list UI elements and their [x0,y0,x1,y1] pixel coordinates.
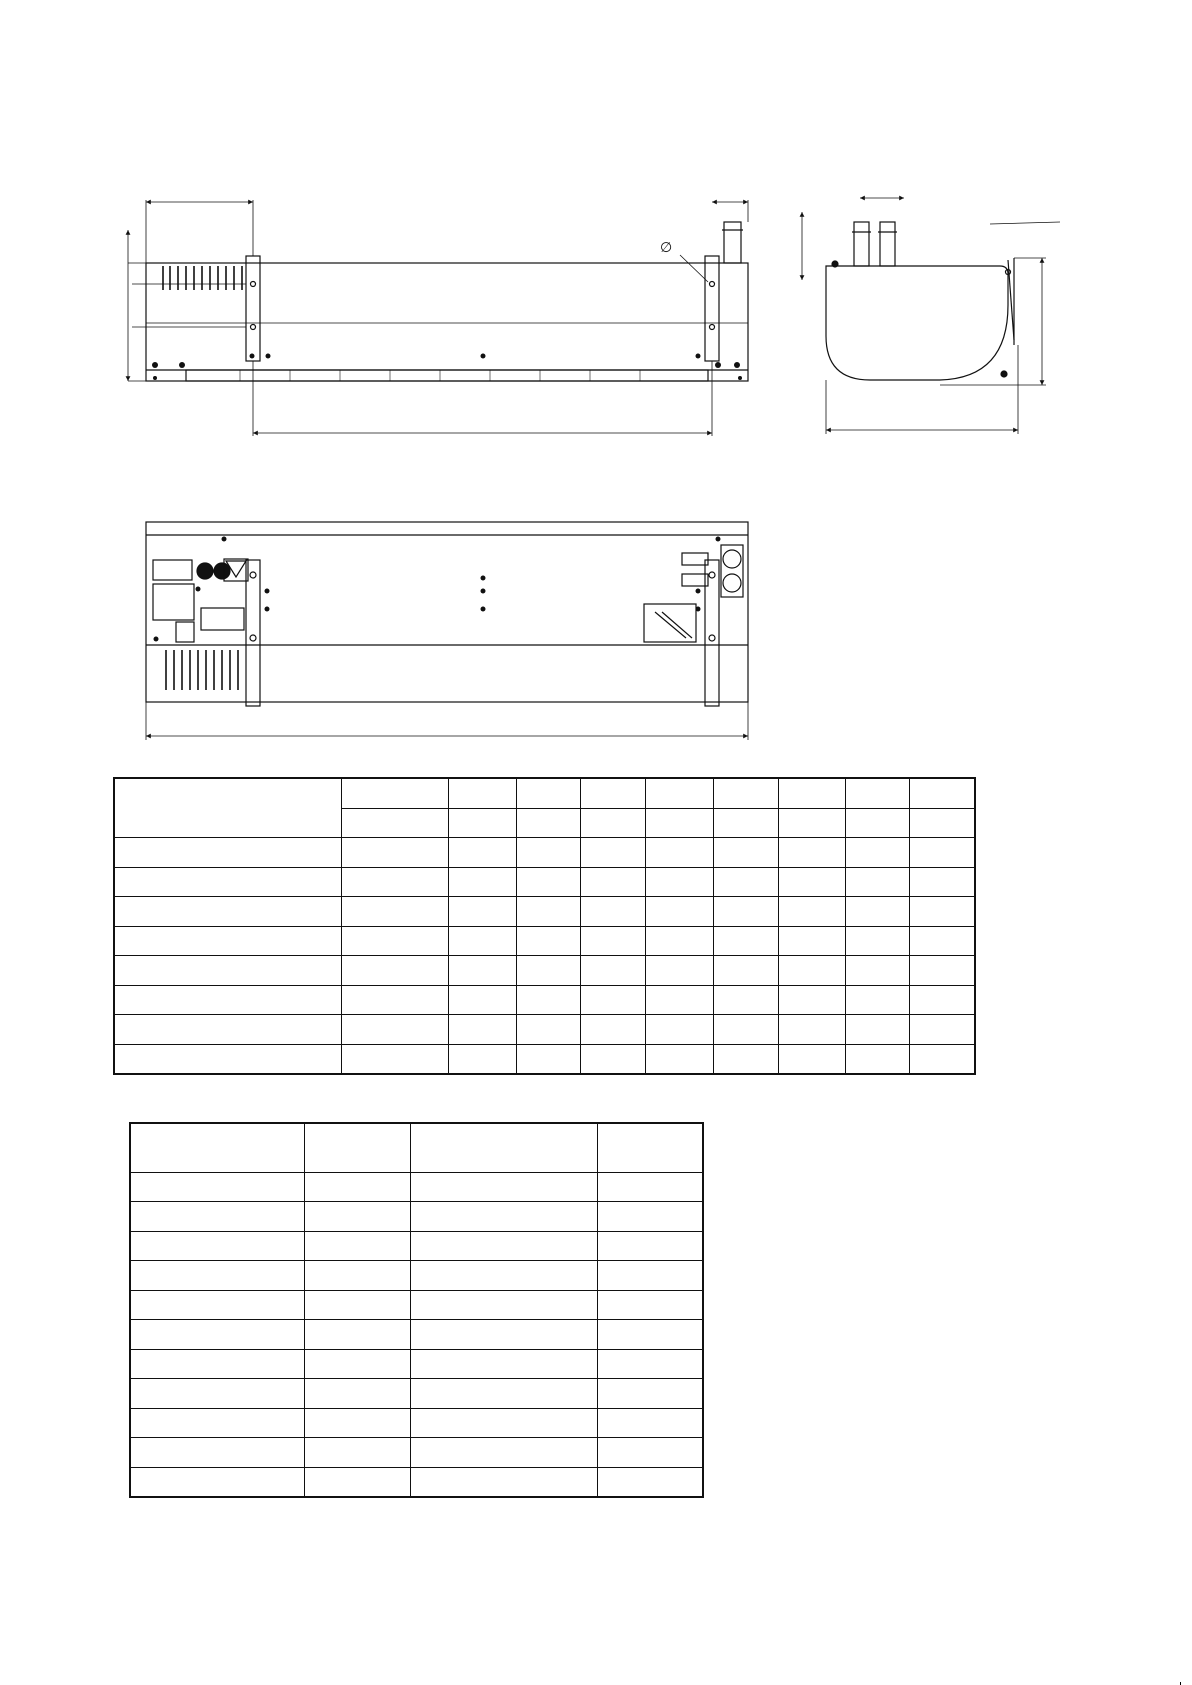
table-cell [130,1349,304,1379]
table-cell [449,926,517,956]
diameter-symbol: ∅ [660,240,673,256]
table-cell [646,838,714,868]
table-cell [580,956,645,986]
table-cell [597,1408,703,1438]
table-cell [845,897,909,927]
table-cell [130,1438,304,1468]
table-cell [597,1172,703,1202]
table-cell [410,1467,597,1497]
table-cell [304,1320,410,1350]
rear-vent-grille [166,650,238,690]
table-cell [713,838,778,868]
table-cell [341,778,448,808]
table-cell [341,926,448,956]
table-cell [304,1438,410,1468]
table-cell [516,985,580,1015]
table-cell [516,956,580,986]
table-cell [130,1290,304,1320]
table-cell [597,1320,703,1350]
table-cell [341,1015,448,1045]
side-body-outline [826,266,1008,380]
table-2 [129,1122,704,1498]
table-cell [341,897,448,927]
table-row [114,1015,975,1045]
table-cell [130,1408,304,1438]
table-cell [910,897,975,927]
table-cell [845,808,909,838]
table-cell [713,897,778,927]
table-cell [130,1172,304,1202]
table-cell [910,867,975,897]
table-cell [646,808,714,838]
table-cell [114,985,341,1015]
table-cell [845,1044,909,1074]
table-cell [130,1379,304,1409]
table-cell [341,838,448,868]
table-cell [597,1290,703,1320]
table-cell [304,1202,410,1232]
table-cell [516,926,580,956]
table-row [114,1044,975,1074]
table-cell [130,1261,304,1291]
table-cell [713,985,778,1015]
rear-view [146,522,748,740]
table-cell [910,838,975,868]
front-view [128,200,748,436]
table-1-body [114,778,975,1074]
table-cell [597,1379,703,1409]
rear-body-outline [146,522,748,702]
table-cell [845,926,909,956]
table-cell [646,956,714,986]
table-cell [114,867,341,897]
table-cell [845,867,909,897]
table-row [130,1290,703,1320]
table-cell [114,838,341,868]
table-row [114,867,975,897]
table-cell [449,838,517,868]
table-cell [130,1320,304,1350]
table-cell [410,1202,597,1232]
table-row [114,926,975,956]
table-cell [304,1467,410,1497]
table-cell [410,1408,597,1438]
table-cell [130,1202,304,1232]
table-cell [410,1349,597,1379]
table-cell [713,1044,778,1074]
table-cell [449,985,517,1015]
table-cell [779,956,845,986]
table-cell [779,808,845,838]
front-body-outline [146,263,748,381]
table-2-body [130,1123,703,1497]
table-cell [449,1044,517,1074]
table-row [130,1202,703,1232]
table-cell [713,808,778,838]
table-cell [410,1290,597,1320]
wiring-label [644,604,696,642]
table-cell [516,778,580,808]
table-cell [341,985,448,1015]
table-row [114,956,975,986]
table-cell [580,838,645,868]
table-cell [130,1467,304,1497]
table-cell [597,1349,703,1379]
table-cell [304,1123,410,1172]
pipe-connector [724,222,741,263]
table-cell [304,1349,410,1379]
table-row [130,1261,703,1291]
table-cell [779,985,845,1015]
table-row [114,985,975,1015]
table-cell [910,985,975,1015]
table-cell [597,1467,703,1497]
table-cell [114,897,341,927]
table-cell [114,926,341,956]
table-cell [597,1261,703,1291]
table-cell [304,1172,410,1202]
table-cell [646,897,714,927]
table-row [130,1408,703,1438]
table-cell [779,838,845,868]
table-cell [845,838,909,868]
table-cell [410,1231,597,1261]
table-cell [410,1320,597,1350]
table-cell [646,867,714,897]
table-cell [713,778,778,808]
table-cell [341,956,448,986]
table-row [130,1172,703,1202]
table-cell [713,926,778,956]
table-row [130,1123,703,1172]
table-cell [449,867,517,897]
table-cell [516,808,580,838]
table-cell [304,1408,410,1438]
table-cell [713,1015,778,1045]
table-cell [516,867,580,897]
table-cell [449,778,517,808]
table-cell [845,778,909,808]
side-connector-1 [854,222,869,266]
table-row [114,897,975,927]
table-cell [597,1123,703,1172]
side-connector-2 [880,222,895,266]
table-cell [580,778,645,808]
right-bracket [705,256,719,361]
table-cell [910,778,975,808]
table-cell [910,1044,975,1074]
table-cell [114,778,341,838]
table-cell [410,1261,597,1291]
table-cell [341,808,448,838]
table-cell [410,1438,597,1468]
table-row [130,1438,703,1468]
table-cell [713,956,778,986]
table-cell [304,1379,410,1409]
table-1 [113,777,976,1075]
table-cell [114,1015,341,1045]
table-cell [580,1015,645,1045]
table-cell [597,1231,703,1261]
table-cell [779,1015,845,1045]
table-cell [580,1044,645,1074]
table-cell [410,1379,597,1409]
table-cell [779,897,845,927]
table-cell [449,956,517,986]
page-bottom-edge [0,1680,1192,1685]
table-cell [779,867,845,897]
table-cell [516,838,580,868]
table-cell [910,808,975,838]
table-cell [910,926,975,956]
table-cell [910,956,975,986]
table-cell [646,926,714,956]
table-row [130,1379,703,1409]
table-cell [449,808,517,838]
table-cell [304,1290,410,1320]
table-cell [130,1123,304,1172]
table-cell [597,1438,703,1468]
table-row [130,1349,703,1379]
table-cell [516,1044,580,1074]
table-cell [713,867,778,897]
table-cell [114,956,341,986]
table-cell [114,1044,341,1074]
table-cell [646,1044,714,1074]
table-cell [341,1044,448,1074]
table-cell [304,1261,410,1291]
table-cell [646,1015,714,1045]
table-cell [779,1044,845,1074]
table-row [130,1467,703,1497]
table-cell [910,1015,975,1045]
table-cell [410,1123,597,1172]
table-cell [130,1231,304,1261]
table-cell [580,985,645,1015]
table-cell [646,985,714,1015]
table-cell [516,1015,580,1045]
vent-grille [163,266,242,290]
table-row [130,1231,703,1261]
table-row [130,1320,703,1350]
rating-label [153,560,192,580]
table-cell [341,867,448,897]
nameplate [153,584,194,620]
table-cell [779,926,845,956]
table-row [114,778,975,808]
table-row [114,838,975,868]
table-cell [779,778,845,808]
table-cell [845,956,909,986]
table-cell [580,897,645,927]
side-view [802,198,1060,434]
left-bracket [246,256,260,361]
table-cell [646,778,714,808]
table-cell [597,1202,703,1232]
table-cell [580,867,645,897]
table-cell [449,897,517,927]
table-cell [580,926,645,956]
table-cell [516,897,580,927]
table-cell [304,1231,410,1261]
table-cell [580,808,645,838]
table-cell [845,985,909,1015]
table-cell [410,1172,597,1202]
table-cell [449,1015,517,1045]
table-cell [845,1015,909,1045]
